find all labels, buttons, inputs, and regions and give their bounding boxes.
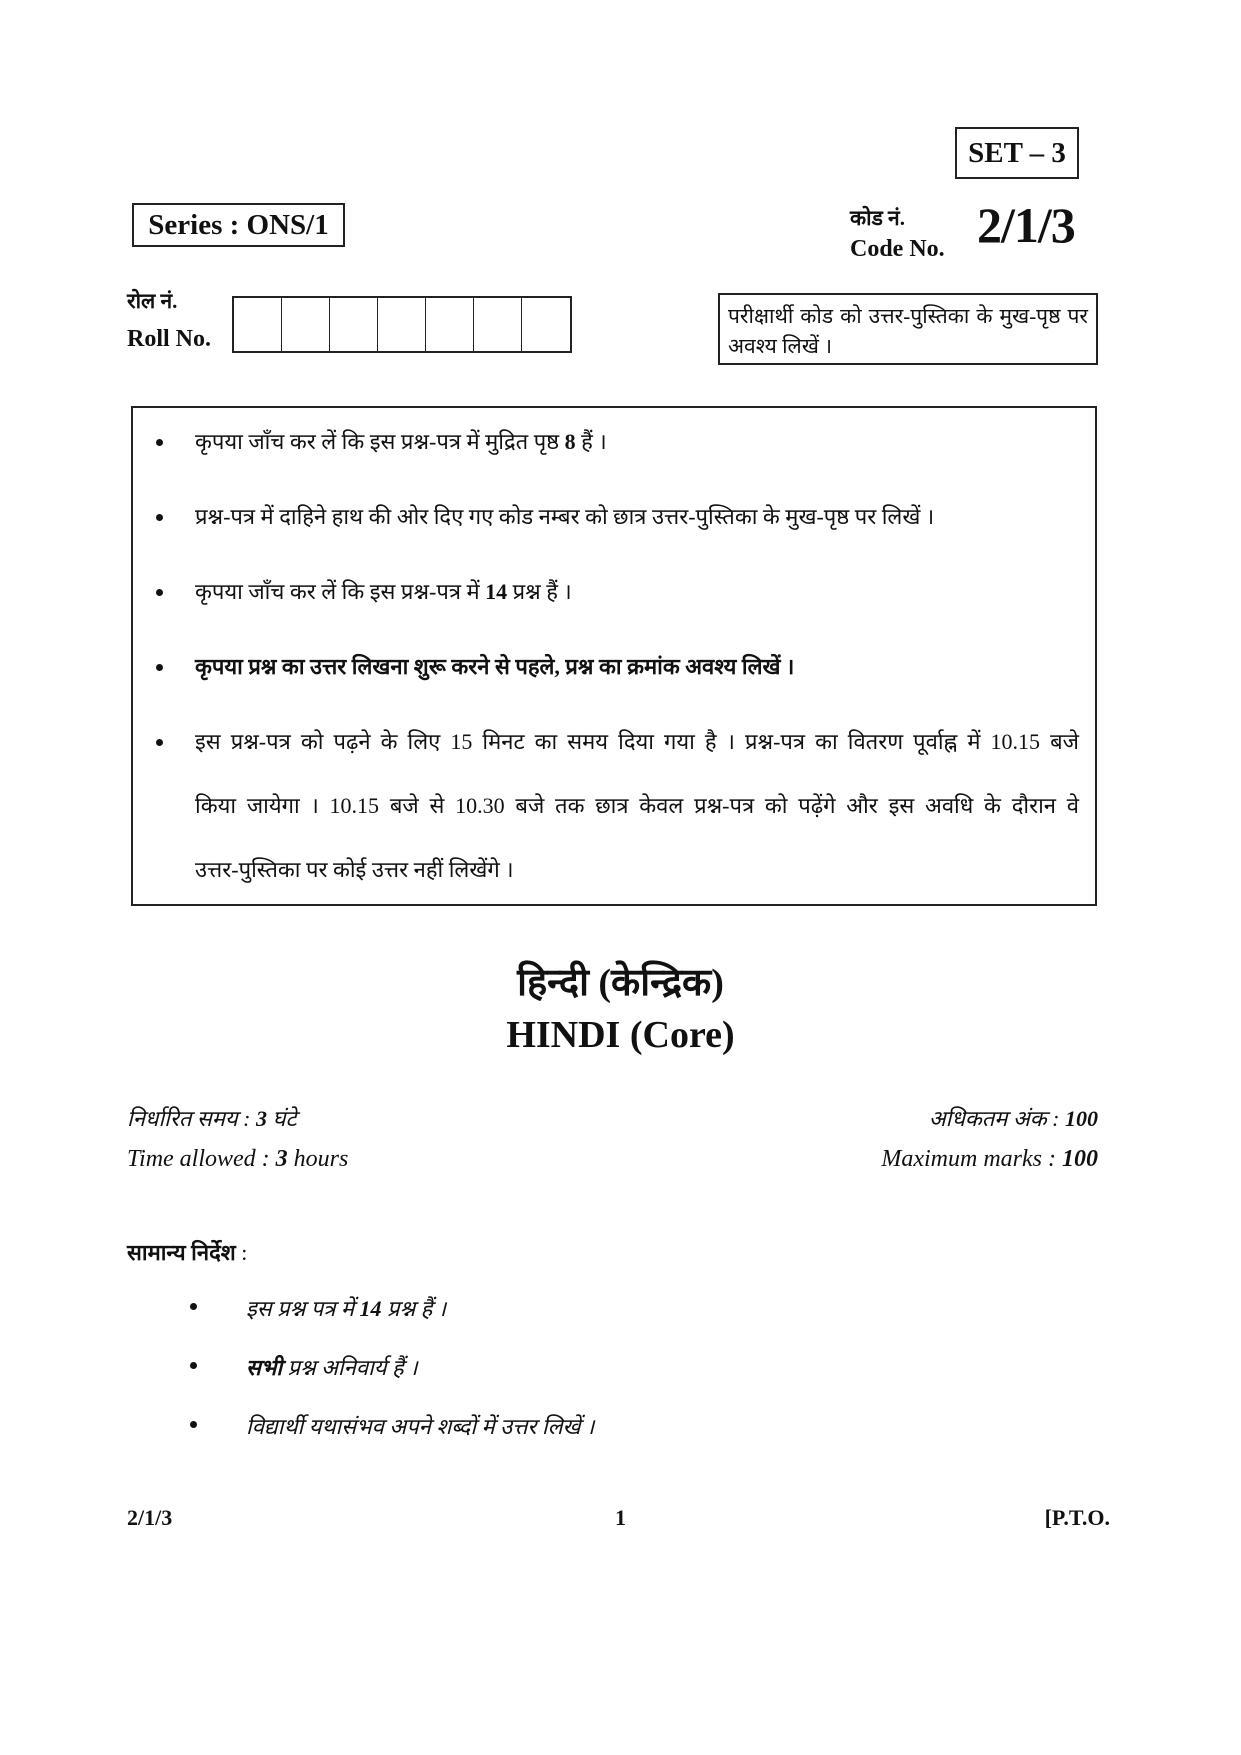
footer-pto: [P.T.O. <box>1044 1505 1110 1530</box>
subject-title-hindi: हिन्दी (केन्द्रिक) <box>517 962 724 1004</box>
instruction-text: प्रश्न-पत्र में दाहिने हाथ की ओर दिए गए कोड नम्बर को छात्र उत्तर-पुस्तिका के मुख-पृष्ठ पर लिखें । <box>195 504 935 529</box>
footer-code: 2/1/3 <box>127 1505 173 1530</box>
bullet-icon <box>156 514 163 521</box>
bullet-icon <box>190 1303 197 1310</box>
bullet-icon <box>190 1362 197 1369</box>
code-label-english: Code No. <box>850 236 945 262</box>
roll-digit-box[interactable] <box>378 298 426 351</box>
candidate-note-box: परीक्षार्थी कोड को उत्तर-पुस्तिका के मुख-पृष्ठ पर अवश्य लिखें । <box>718 293 1098 365</box>
instruction-text <box>195 710 1079 902</box>
bullet-icon <box>156 664 163 671</box>
general-instructions-heading: सामान्य निर्देश : <box>127 1240 248 1265</box>
instruction-line: उत्तर-पुस्तिका पर कोई उत्तर नहीं लिखेंगे । <box>195 857 514 882</box>
time-allowed-hindi: निर्धारित समय : 3 घंटे <box>127 1106 297 1131</box>
roll-digit-box[interactable] <box>522 298 570 351</box>
bullet-icon <box>156 739 163 746</box>
code-label-hindi: कोड नं. <box>850 206 905 230</box>
roll-label-english: Roll No. <box>127 326 211 352</box>
subject-title-english: HINDI (Core) <box>506 1014 735 1056</box>
roll-label-hindi: रोल नं. <box>127 289 178 313</box>
set-number-box: SET – 3 <box>955 127 1079 179</box>
general-instruction-text: इस प्रश्न पत्र में 14 प्रश्न हैं । <box>246 1296 447 1321</box>
max-marks-hindi: अधिकतम अंक : 100 <box>928 1106 1098 1131</box>
general-instruction-text: सभी प्रश्न अनिवार्य हैं । <box>246 1355 418 1380</box>
instructions-box <box>131 406 1097 906</box>
roll-digit-box[interactable] <box>426 298 474 351</box>
instruction-line: इस प्रश्न-पत्र को पढ़ने के लिए 15 मिनट का समय दिया गया है । प्रश्न-पत्र का वितरण पूर्वाह्न में 10.15 बजे <box>195 729 1079 754</box>
time-allowed-english: Time allowed : 3 hours <box>127 1146 349 1172</box>
footer-page-number: 1 <box>615 1505 626 1530</box>
roll-digit-box[interactable] <box>474 298 522 351</box>
bullet-icon <box>156 589 163 596</box>
roll-digit-box[interactable] <box>234 298 282 351</box>
roll-digit-box[interactable] <box>282 298 330 351</box>
instruction-line: किया जायेगा । 10.15 बजे से 10.30 बजे तक छात्र केवल प्रश्न-पत्र को पढ़ेंगे और इस अवधि के दौरान वे <box>195 793 1079 818</box>
roll-number-boxes[interactable] <box>232 296 572 353</box>
code-number: 2/1/3 <box>977 197 1075 253</box>
bullet-icon <box>156 439 163 446</box>
instruction-text: कृपया जाँच कर लें कि इस प्रश्न-पत्र में मुद्रित पृष्ठ 8 हैं । <box>195 429 607 454</box>
general-instruction-text: विद्यार्थी यथासंभव अपने शब्दों में उत्तर लिखें । <box>246 1414 595 1439</box>
instruction-text: कृपया प्रश्न का उत्तर लिखना शुरू करने से पहले, प्रश्न का क्रमांक अवश्य लिखें । <box>195 654 795 679</box>
max-marks-english: Maximum marks : 100 <box>881 1146 1098 1172</box>
instruction-text: कृपया जाँच कर लें कि इस प्रश्न-पत्र में 14 प्रश्न हैं । <box>195 579 572 604</box>
roll-digit-box[interactable] <box>330 298 378 351</box>
series-box: Series : ONS/1 <box>132 203 345 247</box>
bullet-icon <box>190 1421 197 1428</box>
